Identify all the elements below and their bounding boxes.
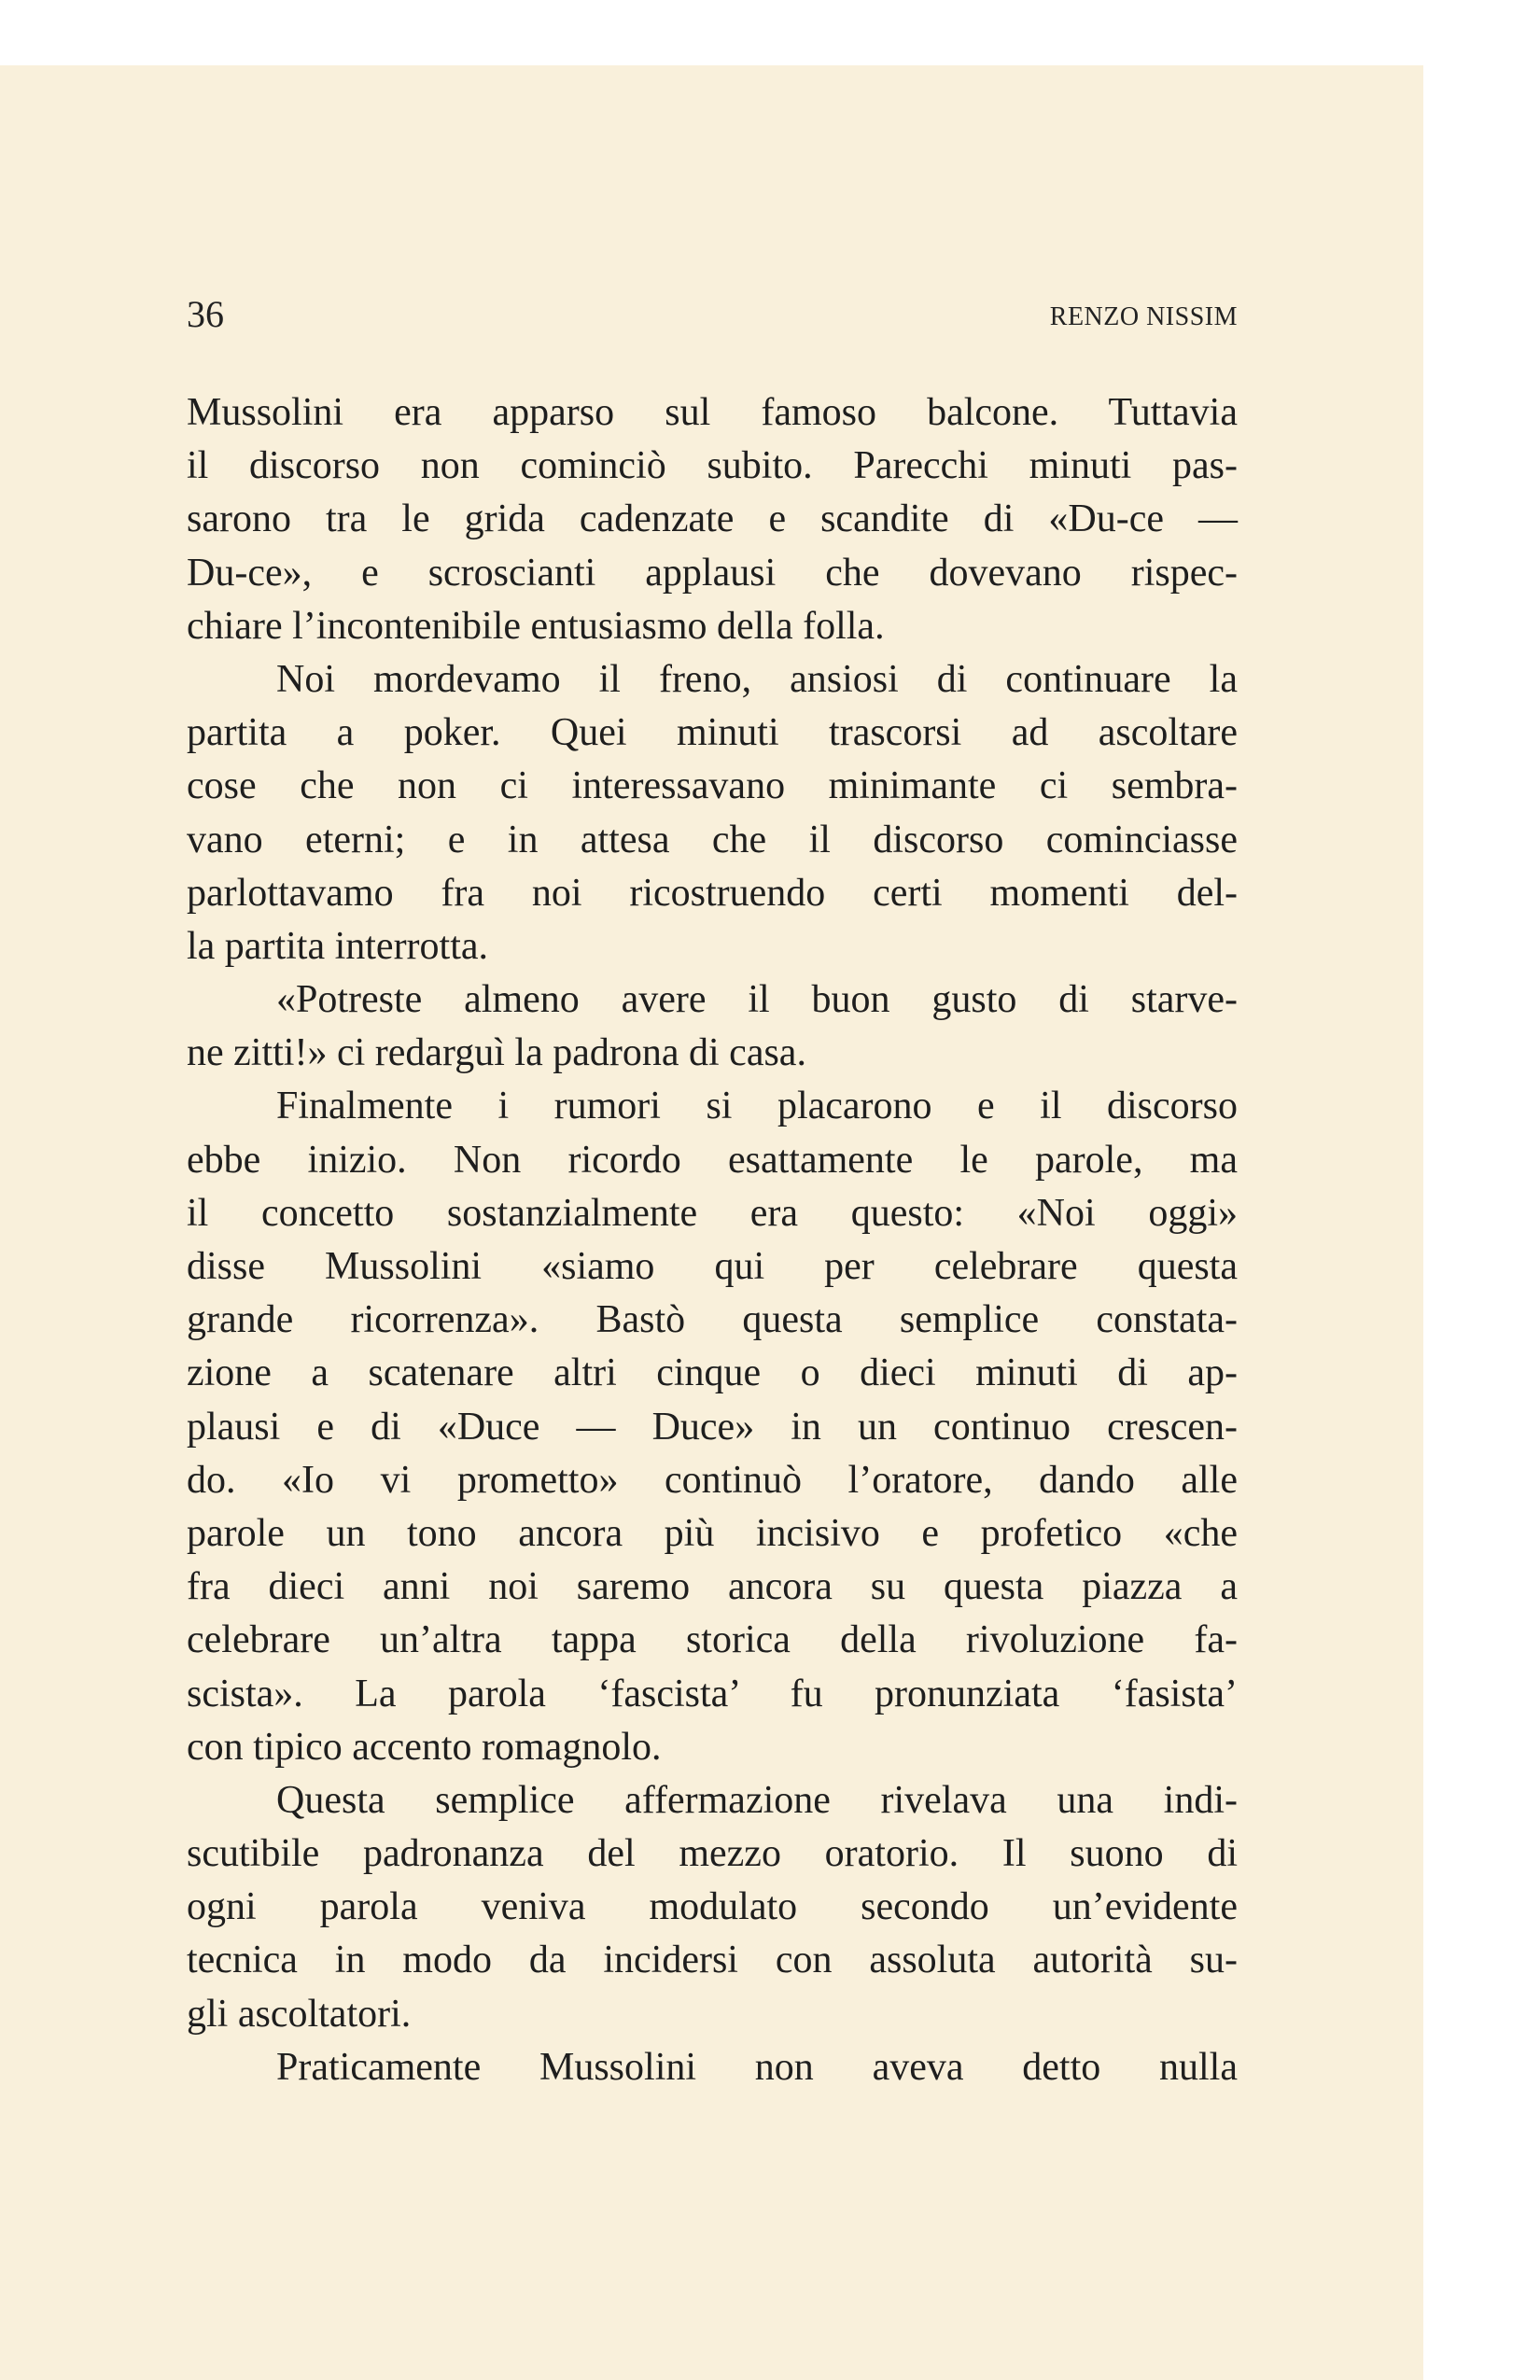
text-line: il concetto sostanzialmente era questo: «Noi oggi» [187, 1191, 1238, 1235]
text-line: ne zitti!» ci redarguì la padrona di casa. [187, 1031, 806, 1075]
text-line: con tipico accento romagnolo. [187, 1725, 662, 1769]
text-line: il discorso non cominciò subito. Parecchi minuti pas- [187, 444, 1238, 488]
text-line: scista». La parola ‘fascista’ fu pronunziata ‘fasista’ [187, 1672, 1238, 1715]
text-line: fra dieci anni noi saremo ancora su questa piazza a [187, 1565, 1238, 1609]
text-line: Questa semplice affermazione rivelava una indi- [276, 1778, 1238, 1822]
text-line: cose che non ci interessavano minimante ci sembra- [187, 764, 1238, 808]
text-line: partita a poker. Quei minuti trascorsi ad ascoltare [187, 711, 1238, 755]
text-line: chiare l’incontenibile entusiasmo della folla. [187, 604, 885, 648]
text-line: zione a scatenare altri cinque o dieci minuti di ap- [187, 1351, 1238, 1395]
page-header [187, 291, 1238, 338]
text-line: tecnica in modo da incidersi con assoluta autorità su- [187, 1939, 1238, 1982]
text-line: sarono tra le grida cadenzate e scandite di «Du-ce — [187, 497, 1238, 541]
running-head-author: RENZO NISSIM [1049, 302, 1238, 331]
text-line: Noi mordevamo il freno, ansiosi di continuare la [276, 657, 1238, 701]
text-line: gli ascoltatori. [187, 1992, 412, 2036]
page-number: 36 [187, 293, 224, 335]
text-line: scutibile padronanza del mezzo oratorio. Il suono di [187, 1832, 1238, 1876]
text-line: la partita interrotta. [187, 924, 489, 968]
text-line: do. «Io vi prometto» continuò l’oratore, dando alle [187, 1458, 1238, 1502]
text-line: Finalmente i rumori si placarono e il discorso [276, 1085, 1238, 1128]
text-line: parlottavamo fra noi ricostruendo certi momenti del- [187, 871, 1238, 915]
text-line: ogni parola veniva modulato secondo un’evidente [187, 1885, 1238, 1929]
text-line: vano eterni; e in attesa che il discorso cominciasse [187, 818, 1238, 861]
text-line: celebrare un’altra tappa storica della rivoluzione fa- [187, 1618, 1238, 1662]
text-line: plausi e di «Duce — Duce» in un continuo crescen- [187, 1405, 1238, 1449]
text-line: parole un tono ancora più incisivo e profetico «che [187, 1511, 1238, 1555]
body-text [187, 386, 1238, 2094]
text-line: «Potreste almeno avere il buon gusto di starve- [276, 978, 1238, 1022]
text-line: Mussolini era apparso sul famoso balcone. Tuttavia [187, 391, 1238, 434]
text-line: Praticamente Mussolini non aveva detto nulla [276, 2045, 1238, 2089]
text-line: ebbe inizio. Non ricordo esattamente le parole, ma [187, 1138, 1238, 1182]
text-line: Du-ce», e scroscianti applausi che dovevano rispec- [187, 551, 1238, 595]
text-line: grande ricorrenza». Bastò questa semplice constata- [187, 1298, 1238, 1342]
text-line: disse Mussolini «siamo qui per celebrare questa [187, 1245, 1238, 1288]
